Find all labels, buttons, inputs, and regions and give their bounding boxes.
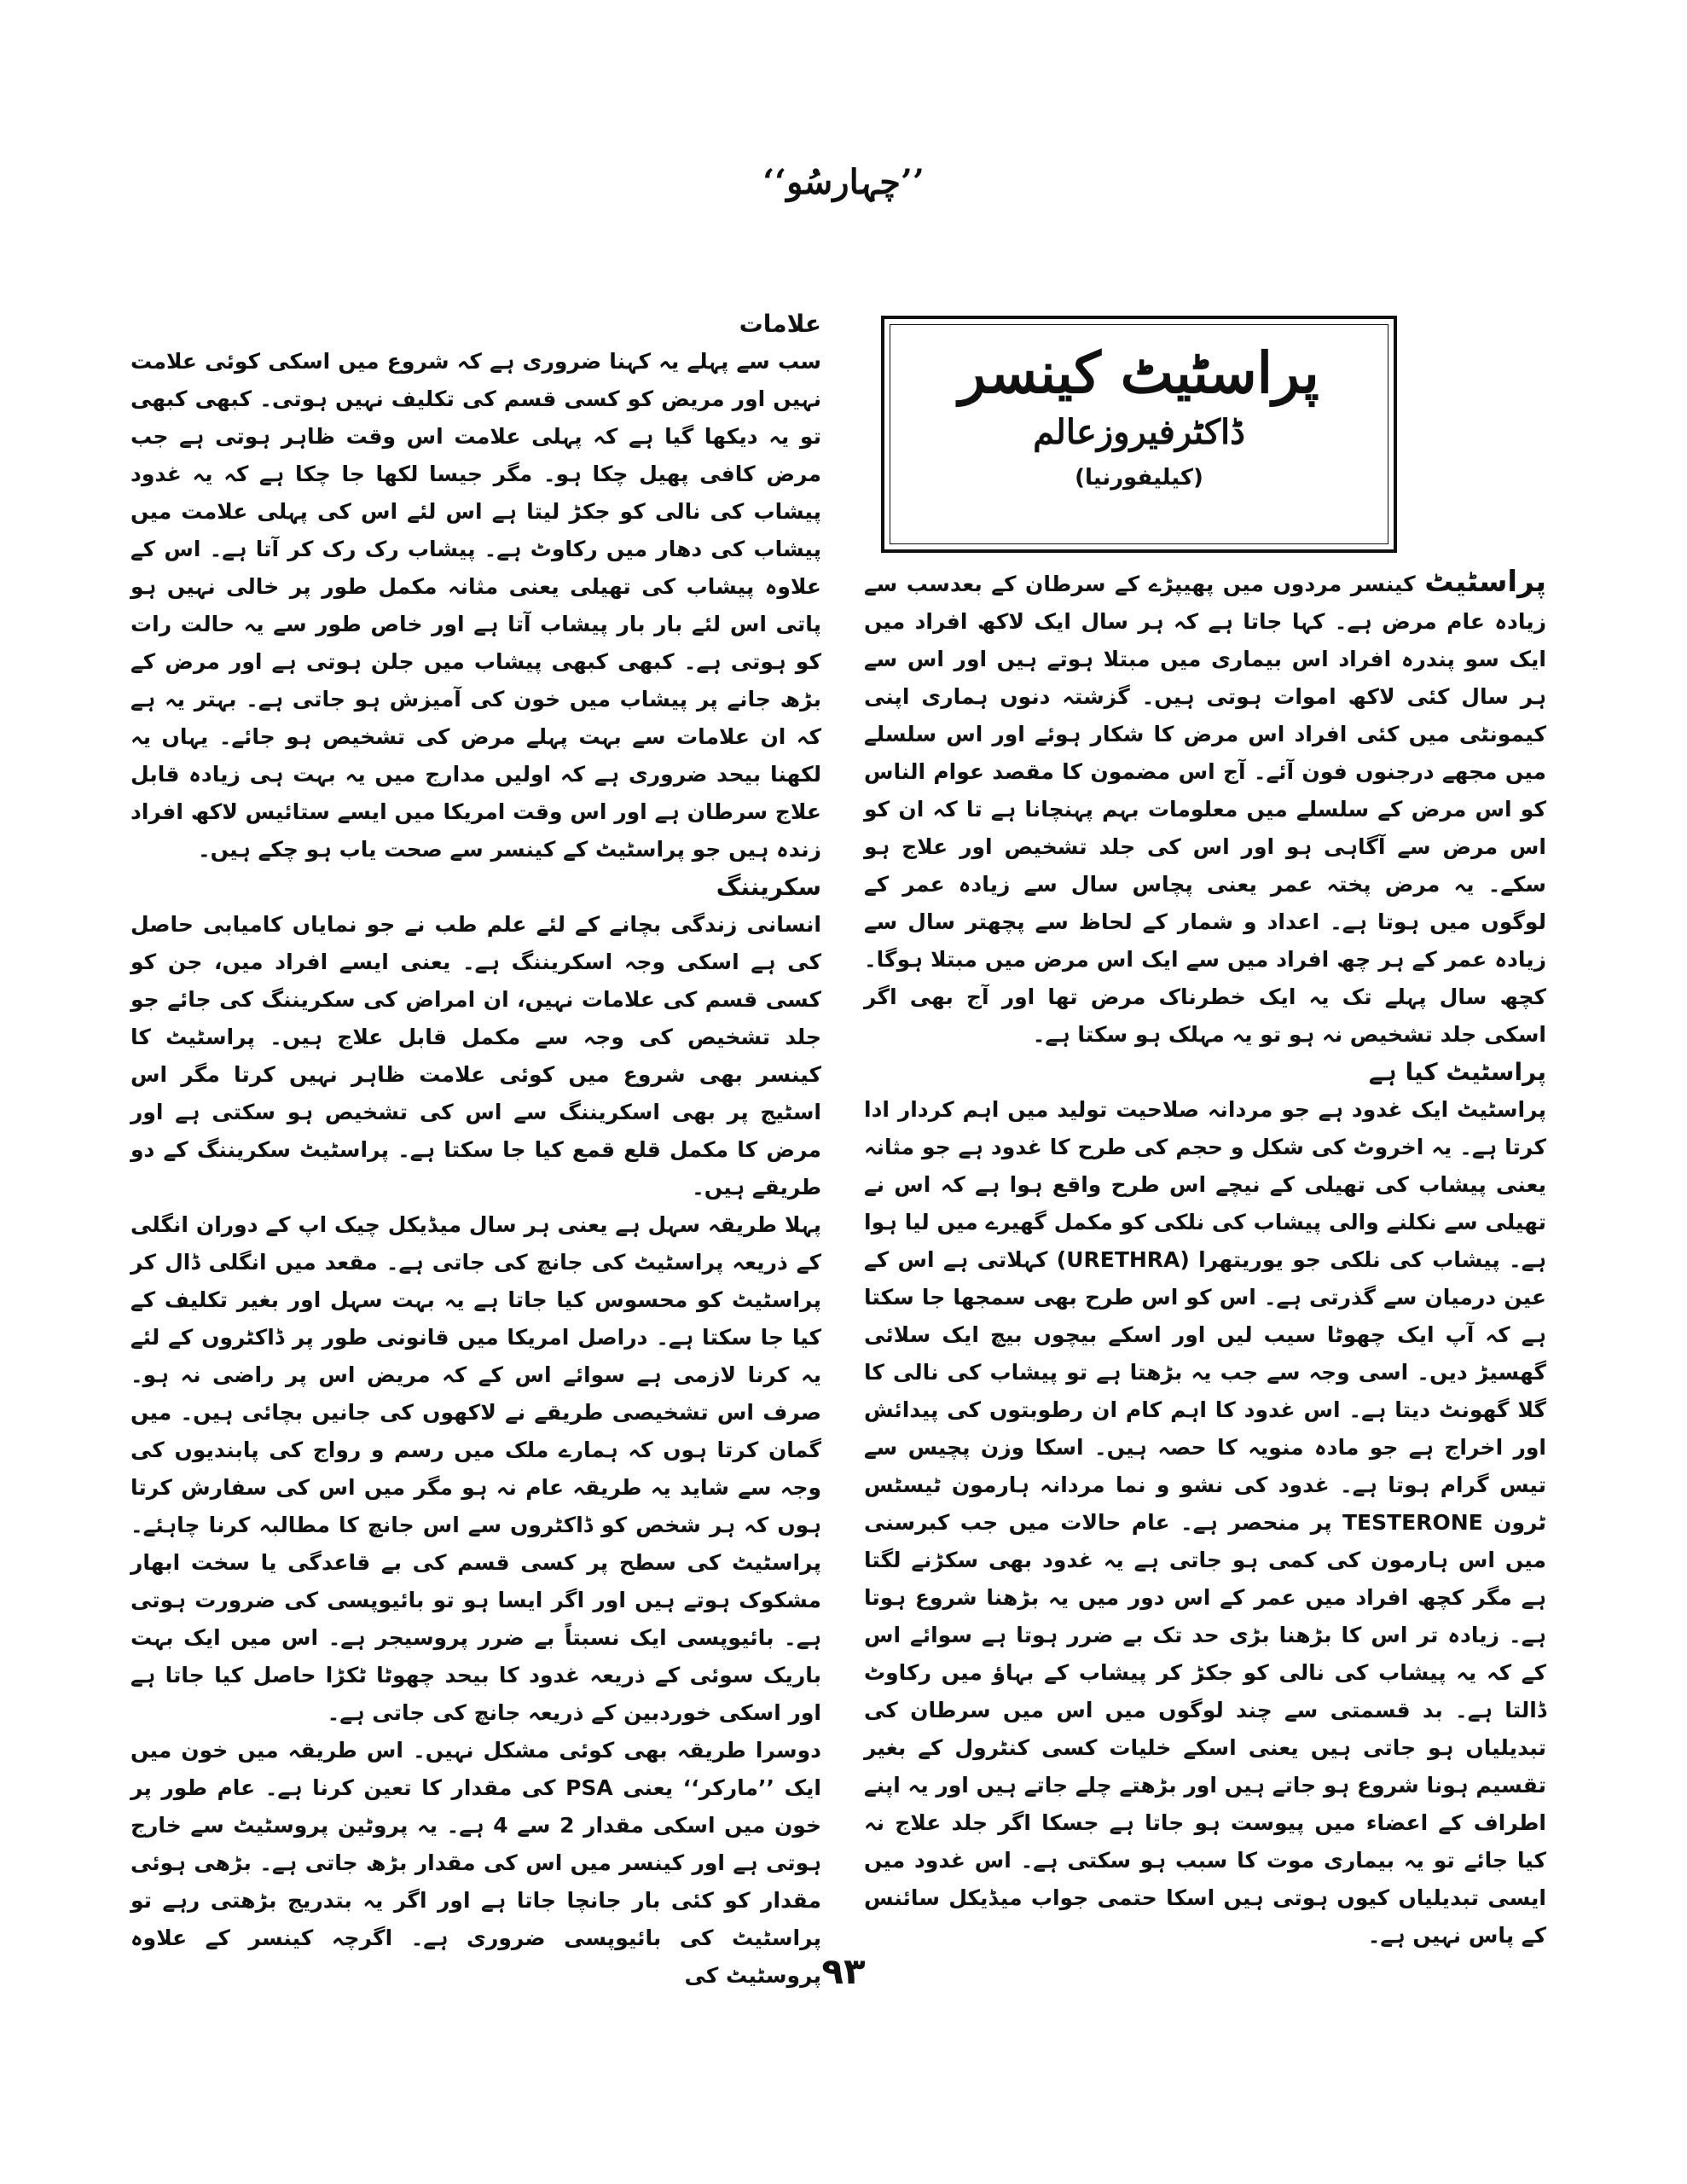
screening-paragraph-1: انسانی زندگی بچانے کے لئے علم طب نے جو نمایاں کامیابی حاصل کی ہے اسکی وجہ اسکریننگ ہے۔ یعنی ایسے افراد میں، جن کو کسی قسم کی علامات نہیں، ان امراض کی سکریننگ کی جائے جو جلد تشخیص کی وجہ سے مکمل قابل علاج ہیں۔ پراسٹیٹ کا کینسر بھی شروع میں کوئی علامت ظاہر نہیں کرتا مگر اس اسٹیج پر بھی اسکریننگ سے اس کی تشخیص ہو سکتی ہے اور مرض کا مکمل قلع قمع کیا جا سکتا ہے۔ پراسٹیٹ سکریننگ کے دو طریقے ہیں۔ — [130, 912, 821, 1199]
intro-paragraph — [864, 563, 1546, 1054]
page-header: ’’چہارسُو‘‘ — [762, 162, 925, 202]
section-paragraph-symptoms: سب سے پہلے یہ کہنا ضروری ہے کہ شروع میں اسکی کوئی علامت نہیں اور مریض کو کسی قسم کی تکلیف نہیں ہوتی۔ کبھی کبھی تو یہ دیکھا گیا ہے کہ پہلی علامت اس وقت ظاہر ہوتی ہے جب مرض کافی پھیل چکا ہو۔ مگر جیسا لکھا جا چکا ہے کہ یہ غدود پیشاب کی نالی کو جکڑ لیتا ہے اس لئے اس کی پہلی علامت میں پیشاب کی دھار میں رکاوٹ ہے۔ پیشاب رک رک کر آتا ہے۔ اس کے علاوہ پیشاب کی تھیلی یعنی مثانہ مکمل طور پر خالی نہیں ہو پاتی اس لئے بار بار پیشاب آتا ہے اور خاص طور سے یہ حالت رات کو ہوتی ہے۔ کبھی کبھی پیشاب میں جلن ہوتی ہے اور مرض کے بڑھ جانے پر پیشاب میں خون کی آمیزش ہو جاتی ہے۔ بہتر یہ ہے کہ ان علامات سے بہت پہلے مرض کی تشخیص ہو جائے۔ یہاں یہ لکھنا بیحد ضروری ہے کہ اولیں مدارج میں یہ بہت ہی زیادہ قابل علاج سرطان ہے اور اس وقت امریکا میں ایسے ستائیس لاکھ افراد زندہ ہیں جو پراسٹیٹ کے کینسر سے صحت یاب ہو چکے ہیں۔ — [130, 349, 821, 862]
title-box — [881, 316, 1397, 553]
section-paragraph-what-is-prostate: پراسٹیٹ ایک غدود ہے جو مردانہ صلاحیت تولید میں اہم کردار ادا کرتا ہے۔ یہ اخروٹ کی شکل و حجم کی طرح کا غدود ہے جو مثانہ یعنی پیشاب کی تھیلی کے نیچے اس طرح واقع ہوا ہے کہ اس نے تھیلی سے نکلنے والی پیشاب کی نلکی کو مکمل گھیرے میں لیا ہوا ہے۔ پیشاب کی نلکی جو یوریتھرا (URETHRA) کہلاتی ہے اس کے عین درمیان سے گذرتی ہے۔ اس کو اس طرح بھی سمجھا جا سکتا ہے کہ آپ ایک چھوٹا سیب لیں اور اسکے بیچوں بیچ ایک سلائی گھسیڑ دیں۔ اسی وجہ سے جب یہ بڑھتا ہے تو پیشاب کی نالی کا گلا گھونٹ دیتا ہے۔ اس غدود کا اہم کام ان رطوبتوں کی پیدائش اور اخراج ہے جو مادہ منویہ کا حصہ ہیں۔ اسکا وزن پچیس سے تیس گرام ہوتا ہے۔ غدود کی نشو و نما مردانہ ہارمون ٹیسٹس ٹرون TESTERONE پر منحصر ہے۔ عام حالات میں جب کبرسنی میں اس ہارمون کی کمی ہو جاتی ہے یہ غدود بھی سکڑنے لگتا ہے مگر کچھ افراد میں عمر کے اس دور میں یہ بڑھنا شروع ہوتا ہے۔ زیادہ تر اس کا بڑھنا بڑی حد تک بے ضرر ہوتا ہے سوائے اس کے کہ یہ پیشاب کی نالی کو جکڑ کر پیشاب کے بہاؤ میں رکاوٹ ڈالتا ہے۔ بد قسمتی سے چند لوگوں میں اس میں سرطان کی تبدیلیاں ہو جاتی ہیں یعنی اسکے خلیات کسی کنٹرول کے بغیر تقسیم ہونا شروع ہو جاتے ہیں اور بڑھتے چلے جاتے ہیں اور یہ اپنے اطراف کے اعضاء میں پیوست ہو جاتا ہے جسکا اگر جلد علاج نہ کیا جائے تو یہ بیماری موت کا سبب ہو سکتی ہے۔ اس غدود میں ایسی تبدیلیاں کیوں ہوتی ہیں اسکا حتمی جواب میڈیکل سائنس کے پاس نہیں ہے۔ — [864, 1097, 1546, 1948]
author-location: (کیلیفورنیا) — [1075, 465, 1203, 491]
article-author: ڈاکٹرفیروزعالم — [1033, 412, 1245, 452]
intro-lead-word: پراسٹیٹ — [1424, 565, 1546, 599]
right-column — [864, 563, 1546, 1955]
screening-paragraph-2: پہلا طریقہ سہل ہے یعنی ہر سال میڈیکل چیک اپ کے دوران انگلی کے ذریعہ پراسٹیٹ کی جانچ کی جاتی ہے۔ مقعد میں انگلی ڈال کر پراسٹیٹ کو محسوس کیا جاتا ہے یہ بہت سہل اور بغیر تکلیف کے کیا جا سکتا ہے۔ دراصل امریکا میں قانونی طور پر ڈاکٹروں کے لئے یہ کرنا لازمی ہے سوائے اس کے کہ مریض اس پر راضی نہ ہو۔ صرف اس تشخیصی طریقے نے لاکھوں کی جانیں بچائی ہیں۔ میں گمان کرتا ہوں کہ ہمارے ملک میں رسم و رواج کی پابندیوں کی وجہ سے شاید یہ طریقہ عام نہ ہو مگر میں اس کی سفارش کرتا ہوں کہ ہر شخص کو ڈاکٹروں سے اس جانچ کا مطالبہ کرنا چاہئے۔ پراسٹیٹ کی سطح پر کسی قسم کی بے قاعدگی یا سخت ابھار مشکوک ہوتے ہیں اور اگر ایسا ہو تو بائیوپسی کی ضرورت ہوتی ہے۔ بائیوپسی ایک نسبتاً بے ضرر پروسیجر ہے۔ اس میں ایک بہت باریک سوئی کے ذریعہ غدود کا بیحد چھوٹا ٹکڑا حاصل کیا جاتا ہے اور اسکی خوردبین کے ذریعہ جانچ کی جاتی ہے۔ — [130, 1212, 822, 1725]
section-heading-what-is-prostate: پراسٹیٹ کیا ہے — [1368, 1058, 1546, 1086]
section-heading-screening: سکریننگ — [716, 873, 821, 901]
left-column — [130, 305, 821, 1995]
screening-paragraph-3: دوسرا طریقہ بھی کوئی مشکل نہیں۔ اس طریقہ میں خون میں ایک ’’مارکر‘‘ یعنی PSA کی مقدار کا تعین کرنا ہے۔ عام طور پر خون میں اسکی مقدار 2 سے 4 ہے۔ یہ پروٹین پروسٹیٹ سے خارج ہوتی ہے اور کینسر میں اس کی مقدار بڑھ جاتی ہے۔ بڑھی ہوئی مقدار کو کئی بار جانچا جاتا ہے اور اگر یہ بتدریج بڑھتی رہے تو پراسٹیٹ کی بائیوپسی ضروری ہے۔ اگرچہ کینسر کے علاوہ پروسٹیٹ کی — [130, 1738, 821, 1988]
page-number: ۹۳ — [821, 1950, 866, 1992]
intro-text: کینسر مردوں میں پھیپڑے کے سرطان کے بعدسب سے زیادہ عام مرض ہے۔ کہا جاتا ہے کہ ہر سال ایک لاکھ افراد میں ایک سو پندرہ افراد اس بیماری میں مبتلا ہوتے ہیں اور اس سے ہر سال کئی لاکھ اموات ہوتی ہیں۔ گزشتہ دنوں ہماری اپنی کیمونٹی میں کئی افراد اس مرض کا شکار ہوئے اور اس سلسلے میں مجھے درجنوں فون آئے۔ آج اس مضمون کا مقصد عوام الناس کو اس مرض کے سلسلے میں معلومات بہم پہنچانا ہے تا کہ ان کو اس مرض سے آگاہی ہو اور اس کی جلد تشخیص اور علاج ہو سکے۔ یہ مرض پختہ عمر یعنی پچاس سال سے زیادہ عمر کے لوگوں میں ہوتا ہے۔ اعداد و شمار کے لحاظ سے پچھتر سال سے زیادہ عمر کے ہر چھ افراد میں سے ایک اس مرض میں مبتلا ہوگا۔ کچھ سال پہلے تک یہ ایک خطرناک مرض تھا اور آج بھی اگر اسکی جلد تشخیص نہ ہو تو یہ مہلک ہو سکتا ہے۔ — [864, 572, 1546, 1047]
section-heading-symptoms: علامات — [739, 310, 821, 338]
article-title: پراسٹیٹ کینسر — [959, 340, 1319, 406]
title-box-inner-frame — [890, 324, 1388, 544]
